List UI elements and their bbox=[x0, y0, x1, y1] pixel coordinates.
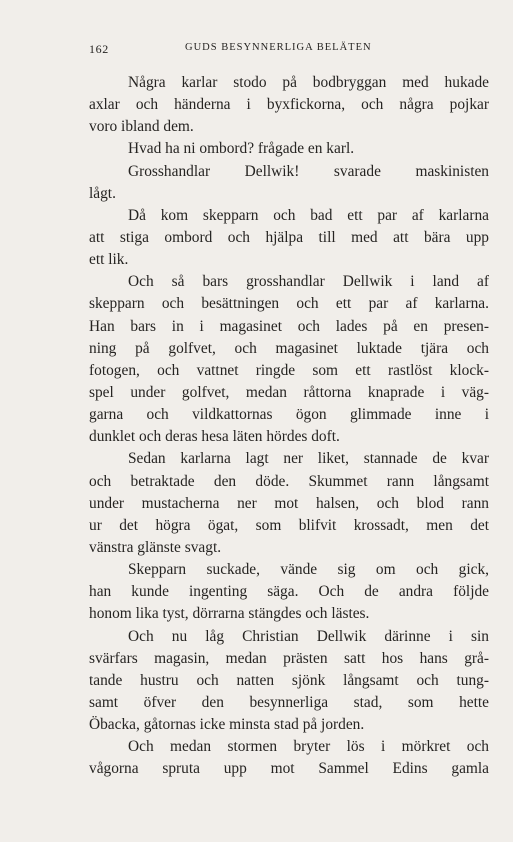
text-line: Skepparn suckade, vände sig om och gick, bbox=[128, 561, 489, 579]
text-line: vänstra glänste svagt. bbox=[89, 538, 222, 556]
page-number: 162 bbox=[89, 42, 109, 56]
text-line: under mustacherna ner mot halsen, och blod rann bbox=[89, 494, 489, 512]
text-line: dunklet och deras hesa läten hördes doft. bbox=[89, 428, 340, 446]
text-line: voro ibland dem. bbox=[89, 118, 194, 136]
text-line: Han bars in i magasinet och lades på en presen- bbox=[89, 317, 489, 335]
text-line: fotogen, och vattnet ringde som ett rastlöst klock- bbox=[89, 361, 489, 379]
running-head bbox=[89, 42, 489, 58]
text-line: ur det högra ögat, som blifvit krossadt, men det bbox=[89, 516, 489, 534]
text-line: Och nu låg Christian Dellwik därinne i sin bbox=[128, 627, 489, 645]
text-line: ning på golfvet, och magasinet luktade tjära och bbox=[89, 339, 489, 357]
text-line: vågorna spruta upp mot Sammel Edins gamla bbox=[89, 760, 489, 778]
text-line: att stiga ombord och hjälpa till med att bära upp bbox=[89, 228, 489, 246]
text-line: samt öfver den besynnerliga stad, som hette bbox=[89, 693, 489, 711]
text-line: Och medan stormen bryter lös i mörkret och bbox=[128, 738, 489, 756]
running-title: GUDS BESYNNERLIGA BELÄTEN bbox=[185, 42, 372, 53]
text-line: Öbacka, gåtornas icke minsta stad på jorden. bbox=[89, 716, 365, 734]
text-line: garna och vildkattornas ögon glimmade inne i bbox=[89, 406, 489, 424]
text-line: honom lika tyst, dörrarna stängdes och lästes. bbox=[89, 605, 370, 623]
text-line: Då kom skepparn och bad ett par af karlarna bbox=[128, 206, 489, 224]
body-text bbox=[89, 72, 489, 781]
text-line: Och så bars grosshandlar Dellwik i land af bbox=[128, 273, 489, 291]
text-line: Grosshandlar Dellwik! svarade maskinisten bbox=[128, 162, 489, 180]
text-line: Sedan karlarna lagt ner liket, stannade de kvar bbox=[128, 450, 489, 468]
text-line: och betraktade den döde. Skummet rann långsamt bbox=[89, 472, 489, 490]
text-line: han kunde ingenting säga. Och de andra följde bbox=[89, 583, 489, 601]
text-line: skepparn och besättningen och ett par af karlarna. bbox=[89, 295, 489, 313]
text-line: Hvad ha ni ombord? frågade en karl. bbox=[128, 140, 355, 158]
text-line: lågt. bbox=[89, 184, 116, 202]
text-line: ett lik. bbox=[89, 251, 129, 269]
text-line: axlar och händerna i byxfickorna, och några pojkar bbox=[89, 96, 489, 114]
text-line: tande hustru och natten sjönk långsamt och tung- bbox=[89, 671, 489, 689]
text-line: spel under golfvet, medan råttorna knaprade i väg- bbox=[89, 383, 489, 401]
text-line: svärfars magasin, medan prästen satt hos hans grå- bbox=[89, 649, 489, 667]
text-line: Några karlar stodo på bodbryggan med hukade bbox=[128, 74, 489, 91]
